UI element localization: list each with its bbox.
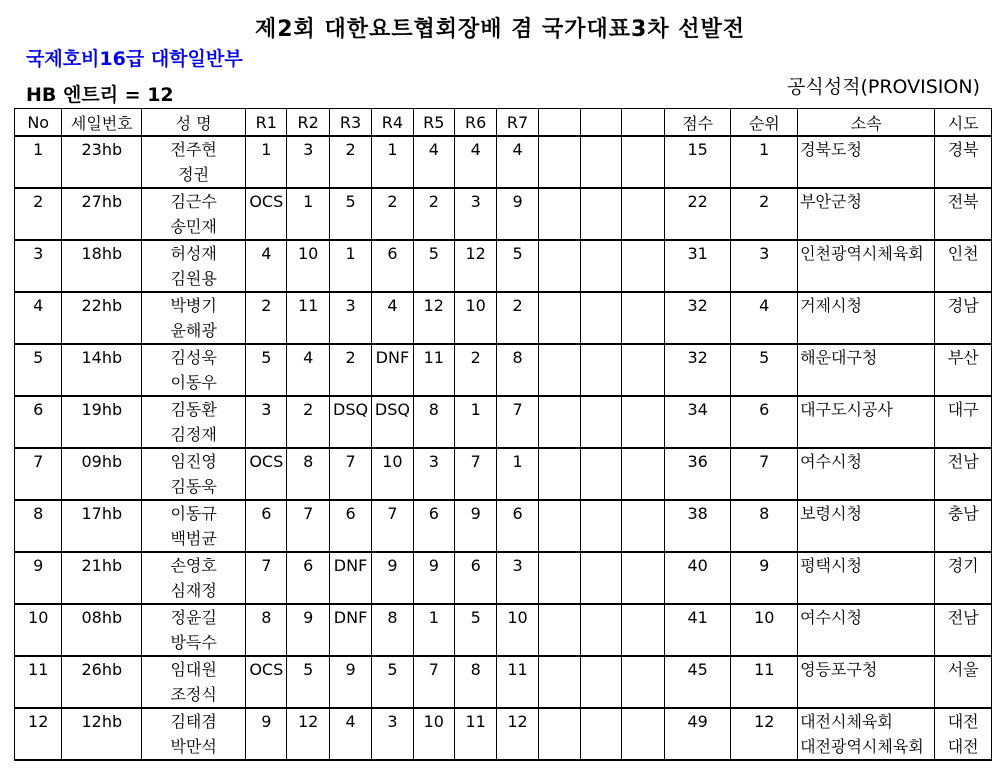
table-row	[15, 240, 992, 292]
crew-names-line: 허성재	[170, 244, 217, 263]
crew-names-line: 조정식	[170, 685, 217, 704]
race-result: DNF	[329, 604, 371, 656]
team	[798, 708, 935, 760]
crew-names	[142, 604, 246, 656]
race-result: OCS	[246, 656, 287, 708]
race-result: 4	[287, 344, 329, 396]
empty-cell	[581, 396, 622, 448]
race-result: 6	[497, 500, 538, 552]
header-row	[15, 109, 992, 137]
crew-names	[142, 240, 246, 292]
team-line: 여수시청	[800, 608, 862, 627]
race-result: 2	[413, 188, 454, 240]
race-result: 11	[287, 292, 329, 344]
sail-number: 21hb	[62, 552, 142, 604]
region-line: 대구	[947, 400, 979, 419]
rank: 6	[731, 396, 798, 448]
race-result: 5	[246, 344, 287, 396]
team-line: 대구도시공사	[800, 400, 893, 419]
region	[935, 604, 992, 656]
race-result: 8	[246, 604, 287, 656]
column-header: 성 명	[142, 109, 246, 137]
crew-names	[142, 396, 246, 448]
race-result: 10	[287, 240, 329, 292]
race-result: DSQ	[372, 396, 413, 448]
race-result: 8	[372, 604, 413, 656]
race-result: 7	[372, 500, 413, 552]
team-line: 부안군청	[800, 192, 862, 211]
region	[935, 240, 992, 292]
race-result: 11	[413, 344, 454, 396]
race-result: 1	[497, 448, 538, 500]
empty-cell	[622, 448, 664, 500]
region	[935, 500, 992, 552]
crew-names-line: 전주현	[170, 140, 217, 159]
column-header	[581, 109, 622, 137]
entry-no: 8	[15, 500, 62, 552]
team	[798, 136, 935, 188]
race-result: OCS	[246, 188, 287, 240]
race-result: 6	[287, 552, 329, 604]
race-result: 11	[497, 656, 538, 708]
race-result: 3	[372, 708, 413, 760]
team-line: 평택시청	[800, 556, 862, 575]
race-result: 9	[287, 604, 329, 656]
rank: 5	[731, 344, 798, 396]
team	[798, 552, 935, 604]
entry-no: 7	[15, 448, 62, 500]
region-line: 인천	[947, 244, 979, 263]
race-result: 1	[454, 396, 496, 448]
region-line: 서울	[947, 660, 979, 679]
empty-cell	[581, 552, 622, 604]
region	[935, 136, 992, 188]
region	[935, 344, 992, 396]
column-header: No	[15, 109, 62, 137]
race-result: 2	[454, 344, 496, 396]
entry-no: 1	[15, 136, 62, 188]
team	[798, 240, 935, 292]
empty-cell	[622, 292, 664, 344]
region	[935, 396, 992, 448]
rank: 2	[731, 188, 798, 240]
race-result: 5	[454, 604, 496, 656]
race-result: 2	[372, 188, 413, 240]
race-result: 8	[413, 396, 454, 448]
empty-cell	[622, 344, 664, 396]
table-row	[15, 708, 992, 760]
sail-number: 22hb	[62, 292, 142, 344]
region-line: 전북	[947, 192, 979, 211]
race-result: 8	[497, 344, 538, 396]
empty-cell	[581, 292, 622, 344]
race-result: 6	[329, 500, 371, 552]
crew-names-line: 심재정	[170, 581, 217, 600]
sail-number: 08hb	[62, 604, 142, 656]
column-header: 세일번호	[62, 109, 142, 137]
race-result: 11	[454, 708, 496, 760]
region-line: 전남	[947, 608, 979, 627]
table-row	[15, 188, 992, 240]
total-score: 34	[664, 396, 731, 448]
race-result: 2	[287, 396, 329, 448]
entry-no: 12	[15, 708, 62, 760]
crew-names-line: 김정재	[170, 425, 217, 444]
empty-cell	[538, 292, 580, 344]
sail-number: 26hb	[62, 656, 142, 708]
crew-names-line: 방득수	[170, 633, 217, 652]
rank: 10	[731, 604, 798, 656]
race-result: 12	[287, 708, 329, 760]
empty-cell	[622, 188, 664, 240]
empty-cell	[622, 552, 664, 604]
race-result: OCS	[246, 448, 287, 500]
empty-cell	[581, 136, 622, 188]
rank: 1	[731, 136, 798, 188]
entry-no: 2	[15, 188, 62, 240]
crew-names-line: 박병기	[170, 296, 217, 315]
team-line: 대전광역시체육회	[800, 737, 924, 756]
entry-no: 3	[15, 240, 62, 292]
entry-no: 5	[15, 344, 62, 396]
crew-names-line: 박만석	[170, 737, 217, 756]
empty-cell	[581, 708, 622, 760]
crew-names	[142, 448, 246, 500]
race-result: 9	[497, 188, 538, 240]
team	[798, 396, 935, 448]
table-row	[15, 604, 992, 656]
column-header: 순위	[731, 109, 798, 137]
column-header: R7	[497, 109, 538, 137]
total-score: 15	[664, 136, 731, 188]
race-result: DNF	[329, 552, 371, 604]
empty-cell	[622, 396, 664, 448]
total-score: 49	[664, 708, 731, 760]
race-result: 5	[287, 656, 329, 708]
race-result: 12	[454, 240, 496, 292]
empty-cell	[538, 240, 580, 292]
race-result: 10	[497, 604, 538, 656]
sail-number: 18hb	[62, 240, 142, 292]
race-result: 4	[372, 292, 413, 344]
crew-names-line: 김원용	[170, 269, 217, 288]
team	[798, 604, 935, 656]
crew-names	[142, 656, 246, 708]
column-header: R4	[372, 109, 413, 137]
race-result: DNF	[372, 344, 413, 396]
column-header: 시도	[935, 109, 992, 137]
crew-names	[142, 188, 246, 240]
empty-cell	[622, 136, 664, 188]
results-table	[14, 108, 992, 761]
column-header	[622, 109, 664, 137]
empty-cell	[622, 656, 664, 708]
crew-names-line: 김성욱	[170, 348, 217, 367]
race-result: 5	[372, 656, 413, 708]
race-result: 5	[413, 240, 454, 292]
column-header: 소속	[798, 109, 935, 137]
crew-names	[142, 500, 246, 552]
region-line: 충남	[947, 504, 979, 523]
race-result: 7	[246, 552, 287, 604]
total-score: 36	[664, 448, 731, 500]
total-score: 41	[664, 604, 731, 656]
team-line: 여수시청	[800, 452, 862, 471]
crew-names-line: 정권	[178, 165, 210, 184]
race-result: 10	[372, 448, 413, 500]
region-line: 전남	[947, 452, 979, 471]
crew-names-line: 김동욱	[170, 477, 217, 496]
race-result: 12	[497, 708, 538, 760]
race-result: 3	[497, 552, 538, 604]
race-result: 8	[287, 448, 329, 500]
column-header: R3	[329, 109, 371, 137]
crew-names	[142, 344, 246, 396]
region-line: 부산	[947, 348, 979, 367]
race-result: 9	[454, 500, 496, 552]
empty-cell	[581, 240, 622, 292]
crew-names-line: 백범균	[170, 529, 217, 548]
race-result: 5	[497, 240, 538, 292]
empty-cell	[581, 604, 622, 656]
empty-cell	[538, 656, 580, 708]
crew-names-line: 임대원	[170, 660, 217, 679]
sail-number: 12hb	[62, 708, 142, 760]
race-result: 1	[372, 136, 413, 188]
rank: 11	[731, 656, 798, 708]
empty-cell	[622, 240, 664, 292]
race-result: 2	[246, 292, 287, 344]
team-line: 영등포구청	[800, 660, 878, 679]
crew-names	[142, 136, 246, 188]
race-result: 3	[246, 396, 287, 448]
crew-names-line: 윤해광	[170, 321, 217, 340]
total-score: 45	[664, 656, 731, 708]
crew-names	[142, 292, 246, 344]
region-line: 대전	[947, 737, 979, 756]
crew-names-line: 손영호	[170, 556, 217, 575]
region	[935, 708, 992, 760]
race-result: 9	[372, 552, 413, 604]
race-result: 4	[329, 708, 371, 760]
team-line: 경북도청	[800, 140, 862, 159]
race-result: 6	[246, 500, 287, 552]
region	[935, 188, 992, 240]
table-row	[15, 292, 992, 344]
crew-names-line: 정윤길	[170, 608, 217, 627]
region-line: 경북	[947, 140, 979, 159]
column-header: R5	[413, 109, 454, 137]
team	[798, 500, 935, 552]
rank: 12	[731, 708, 798, 760]
race-result: 7	[413, 656, 454, 708]
empty-cell	[538, 708, 580, 760]
race-result: 3	[413, 448, 454, 500]
table-row	[15, 136, 992, 188]
rank: 3	[731, 240, 798, 292]
crew-names-line: 송민재	[170, 217, 217, 236]
empty-cell	[538, 500, 580, 552]
total-score: 32	[664, 292, 731, 344]
race-result: 9	[246, 708, 287, 760]
empty-cell	[538, 188, 580, 240]
team-line: 보령시청	[800, 504, 862, 523]
document-title: 제2회 대한요트협회장배 겸 국가대표3차 선발전	[254, 17, 746, 42]
sail-number: 23hb	[62, 136, 142, 188]
team	[798, 448, 935, 500]
race-result: 2	[329, 344, 371, 396]
table-row	[15, 448, 992, 500]
entry-no: 6	[15, 396, 62, 448]
race-result: 2	[329, 136, 371, 188]
empty-cell	[538, 552, 580, 604]
column-header: 점수	[664, 109, 731, 137]
race-result: 12	[413, 292, 454, 344]
race-result: 6	[454, 552, 496, 604]
sail-number: 14hb	[62, 344, 142, 396]
total-score: 40	[664, 552, 731, 604]
crew-names	[142, 552, 246, 604]
empty-cell	[538, 344, 580, 396]
crew-names-line: 김동환	[170, 400, 217, 419]
rank: 7	[731, 448, 798, 500]
crew-names-line: 이동규	[170, 504, 217, 523]
race-result: 4	[454, 136, 496, 188]
region-line: 대전	[947, 712, 979, 731]
crew-names-line: 김근수	[170, 192, 217, 211]
empty-cell	[538, 396, 580, 448]
race-result: 7	[497, 396, 538, 448]
region	[935, 552, 992, 604]
rank: 4	[731, 292, 798, 344]
race-result: 3	[454, 188, 496, 240]
crew-names	[142, 708, 246, 760]
table-row	[15, 344, 992, 396]
total-score: 32	[664, 344, 731, 396]
column-header: R2	[287, 109, 329, 137]
team	[798, 656, 935, 708]
table-row	[15, 552, 992, 604]
region	[935, 656, 992, 708]
total-score: 31	[664, 240, 731, 292]
region	[935, 292, 992, 344]
team	[798, 344, 935, 396]
column-header: R1	[246, 109, 287, 137]
race-result: 4	[413, 136, 454, 188]
crew-names-line: 김태겸	[170, 712, 217, 731]
race-result: 2	[497, 292, 538, 344]
race-result: 10	[454, 292, 496, 344]
table-row	[15, 500, 992, 552]
empty-cell	[581, 500, 622, 552]
official-results-label: 공식성적(PROVISION)	[787, 76, 980, 98]
entry-no: 11	[15, 656, 62, 708]
race-result: 7	[287, 500, 329, 552]
race-result: 8	[454, 656, 496, 708]
empty-cell	[622, 604, 664, 656]
entry-no: 10	[15, 604, 62, 656]
race-result: 3	[329, 292, 371, 344]
division-label: 국제호비16급 대학일반부	[26, 48, 243, 70]
sail-number: 27hb	[62, 188, 142, 240]
race-result: 7	[454, 448, 496, 500]
sail-number: 17hb	[62, 500, 142, 552]
empty-cell	[581, 656, 622, 708]
team-line: 해운대구청	[800, 348, 878, 367]
race-result: 6	[372, 240, 413, 292]
team-line: 거제시청	[800, 296, 862, 315]
empty-cell	[581, 344, 622, 396]
race-result: 3	[287, 136, 329, 188]
race-result: 4	[497, 136, 538, 188]
empty-cell	[538, 448, 580, 500]
empty-cell	[581, 448, 622, 500]
race-result: 5	[329, 188, 371, 240]
race-result: 9	[329, 656, 371, 708]
column-header: R6	[454, 109, 496, 137]
race-result: 7	[329, 448, 371, 500]
region-line: 경남	[947, 296, 979, 315]
entry-no: 9	[15, 552, 62, 604]
team	[798, 292, 935, 344]
race-result: 4	[246, 240, 287, 292]
column-header	[538, 109, 580, 137]
race-result: 1	[413, 604, 454, 656]
crew-names-line: 임진영	[170, 452, 217, 471]
sail-number: 19hb	[62, 396, 142, 448]
empty-cell	[538, 136, 580, 188]
rank: 9	[731, 552, 798, 604]
region	[935, 448, 992, 500]
empty-cell	[622, 708, 664, 760]
race-result: 1	[329, 240, 371, 292]
race-result: 1	[287, 188, 329, 240]
total-score: 22	[664, 188, 731, 240]
table-row	[15, 396, 992, 448]
total-score: 38	[664, 500, 731, 552]
team-line: 인천광역시체육회	[800, 244, 924, 263]
empty-cell	[581, 188, 622, 240]
region-line: 경기	[947, 556, 979, 575]
entry-no: 4	[15, 292, 62, 344]
rank: 8	[731, 500, 798, 552]
race-result: 10	[413, 708, 454, 760]
race-result: 6	[413, 500, 454, 552]
sail-number: 09hb	[62, 448, 142, 500]
race-result: 1	[246, 136, 287, 188]
race-result: DSQ	[329, 396, 371, 448]
team	[798, 188, 935, 240]
empty-cell	[538, 604, 580, 656]
table-row	[15, 656, 992, 708]
race-result: 9	[413, 552, 454, 604]
entry-count: HB 엔트리 = 12	[26, 84, 174, 106]
empty-cell	[622, 500, 664, 552]
team-line: 대전시체육회	[800, 712, 893, 731]
crew-names-line: 이동우	[170, 373, 217, 392]
